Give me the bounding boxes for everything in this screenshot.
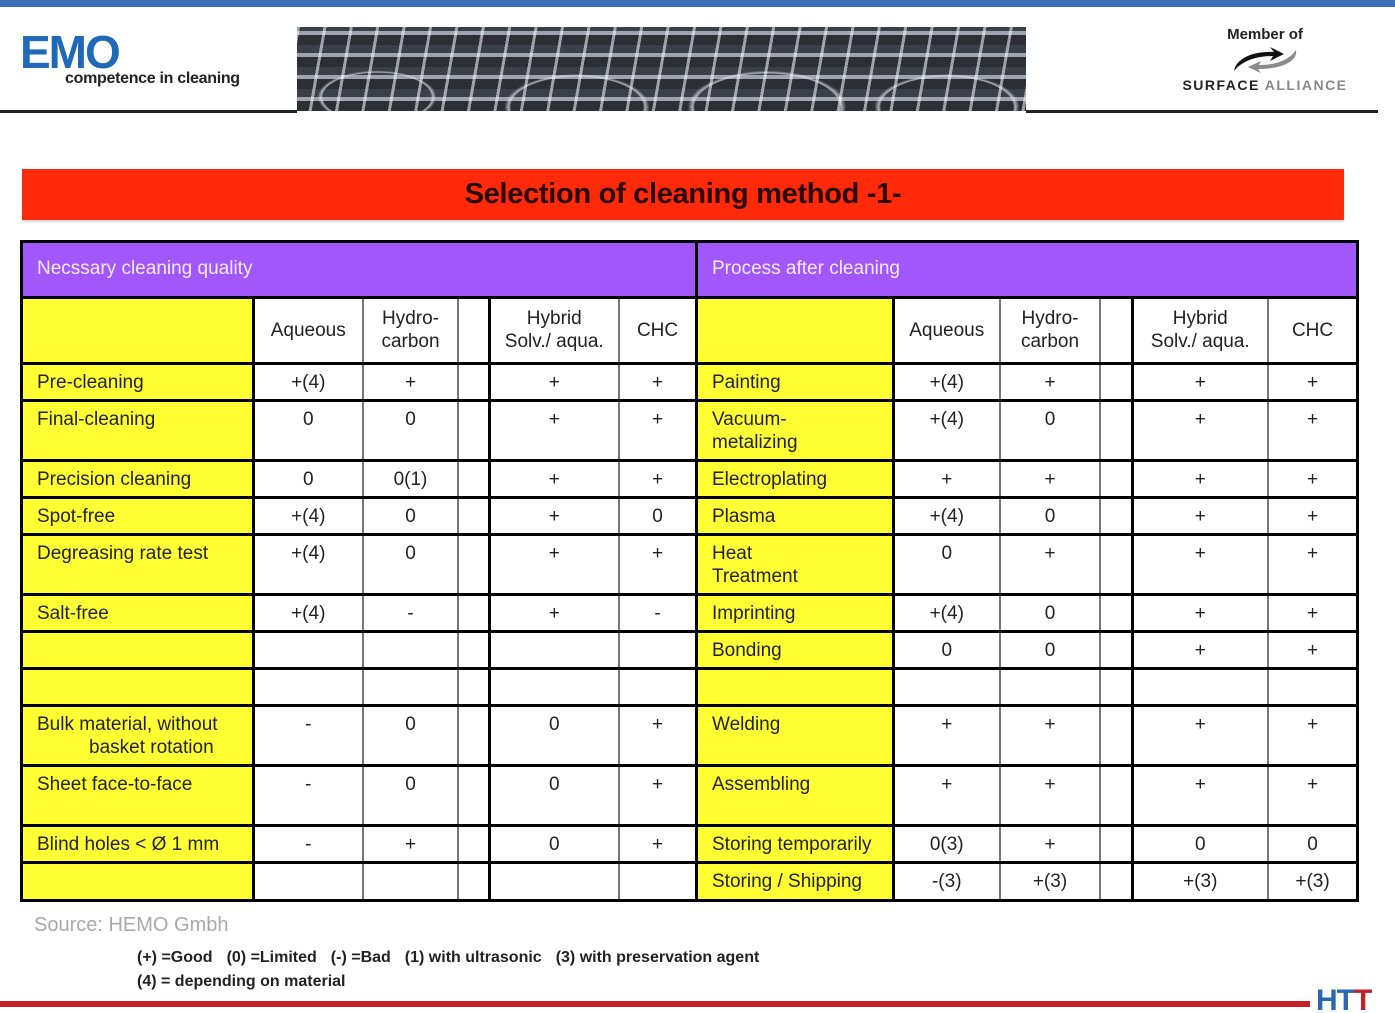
- rating-cell: +(4): [893, 594, 1000, 631]
- row-label-text: Imprinting: [712, 602, 796, 624]
- section-header: Necssary cleaning quality: [23, 243, 695, 297]
- row-label: [23, 534, 253, 594]
- row-label-text: Plasma: [712, 505, 776, 527]
- rating-cell: -: [253, 765, 363, 825]
- rating-cell: 0: [893, 534, 1000, 594]
- rating-cell: +(4): [893, 400, 1000, 460]
- rating-cell: 0: [363, 765, 458, 825]
- table-row: [698, 460, 1356, 497]
- table-row: [698, 534, 1356, 594]
- row-label-text: Bonding: [712, 639, 782, 661]
- logo-tagline: competence in cleaning: [65, 70, 240, 87]
- rating-cell: +: [1132, 705, 1268, 765]
- hemo-logo: [20, 26, 250, 100]
- rating-cell: 0: [363, 534, 458, 594]
- rating-cell: +: [1000, 825, 1100, 862]
- rating-cell: +: [489, 400, 619, 460]
- rating-cell: [893, 668, 1000, 705]
- legend-item: (3) with preservation agent: [555, 949, 760, 966]
- alliance-name: [1170, 77, 1360, 93]
- row-label-text: Bulk material, without: [37, 713, 218, 735]
- comparison-table: [20, 240, 1359, 902]
- rating-cell: [253, 631, 363, 668]
- table-row: [23, 594, 695, 631]
- rating-cell: [1100, 594, 1132, 631]
- rating-cell: [619, 668, 695, 705]
- row-label: [698, 668, 893, 705]
- process-after-grid: [698, 243, 1356, 899]
- rating-cell: [1100, 534, 1132, 594]
- rating-cell: +(4): [253, 363, 363, 400]
- column-header: [458, 297, 489, 363]
- table-row: [23, 534, 695, 594]
- alliance-name-bold: SURFACE: [1182, 77, 1260, 93]
- rating-cell: +: [489, 460, 619, 497]
- rating-cell: [1100, 825, 1132, 862]
- rating-cell: +: [893, 705, 1000, 765]
- rating-cell: +: [1268, 631, 1356, 668]
- row-label: [698, 460, 893, 497]
- row-label: [698, 534, 893, 594]
- rating-cell: 0: [489, 705, 619, 765]
- cleaning-quality-table: [23, 243, 695, 899]
- column-header: Hydro- carbon: [1000, 297, 1100, 363]
- banner-image: [297, 27, 1026, 111]
- legend-line-2: (4) = depending on material: [137, 973, 346, 990]
- rating-cell: 0(3): [893, 825, 1000, 862]
- rating-cell: [489, 668, 619, 705]
- section-header: Process after cleaning: [698, 243, 1356, 297]
- rating-cell: [1100, 631, 1132, 668]
- table-row: [23, 400, 695, 460]
- rating-cell: [1268, 668, 1356, 705]
- rating-cell: 0: [363, 497, 458, 534]
- htt-letter: T: [1354, 984, 1372, 1013]
- legend-item: (1) with ultrasonic: [404, 949, 542, 966]
- table-row: [698, 705, 1356, 765]
- rating-cell: [1100, 765, 1132, 825]
- rating-cell: +: [1132, 765, 1268, 825]
- row-label-header: [23, 297, 253, 363]
- row-label: [23, 631, 253, 668]
- row-label-text: Vacuum-: [712, 408, 787, 430]
- rating-cell: +: [619, 460, 695, 497]
- table-row: [698, 363, 1356, 400]
- rating-cell: +: [1000, 460, 1100, 497]
- row-label: [698, 594, 893, 631]
- rating-cell: [619, 631, 695, 668]
- row-label-text: Precision cleaning: [37, 468, 192, 490]
- rating-cell: 0(1): [363, 460, 458, 497]
- column-header: Hybrid Solv./ aqua.: [489, 297, 619, 363]
- header-divider: [1026, 110, 1378, 113]
- row-label-text: Degreasing rate test: [37, 542, 209, 564]
- logo-wordmark: EMO: [20, 26, 119, 78]
- rating-cell: +: [489, 534, 619, 594]
- rating-cell: 0: [893, 631, 1000, 668]
- rating-cell: +: [1268, 594, 1356, 631]
- row-label-text: Blind holes < Ø 1 mm: [37, 833, 220, 855]
- member-of-label: Member of: [1227, 26, 1303, 43]
- row-label: [23, 862, 253, 899]
- column-header: CHC: [619, 297, 695, 363]
- rating-cell: [458, 460, 489, 497]
- row-label-text: Assembling: [712, 773, 811, 795]
- rating-cell: 0: [253, 400, 363, 460]
- table-row: [23, 363, 695, 400]
- cleaning-quality-grid: [23, 243, 695, 899]
- rating-cell: +: [489, 497, 619, 534]
- rating-cell: [458, 668, 489, 705]
- table-row: [23, 825, 695, 862]
- rating-cell: +: [1268, 705, 1356, 765]
- rating-cell: +(4): [893, 363, 1000, 400]
- legend-item: (0) =Limited: [226, 949, 317, 966]
- table-row: [23, 460, 695, 497]
- rating-cell: [1100, 363, 1132, 400]
- legend-item: (+) =Good: [137, 949, 213, 966]
- table-row: [698, 594, 1356, 631]
- rating-cell: +: [1268, 460, 1356, 497]
- rating-cell: +: [1268, 534, 1356, 594]
- legend-item: (-) =Bad: [330, 949, 391, 966]
- rating-cell: 0: [1000, 400, 1100, 460]
- rating-cell: 0: [1000, 631, 1100, 668]
- row-label-text: basket rotation: [89, 736, 214, 758]
- row-label: [698, 631, 893, 668]
- top-accent-bar: [0, 0, 1395, 7]
- rating-cell: +: [1000, 534, 1100, 594]
- process-after-table: [695, 243, 1356, 899]
- row-label: [23, 363, 253, 400]
- rating-cell: -(3): [893, 862, 1000, 899]
- htt-letter: H: [1316, 984, 1337, 1013]
- rating-cell: +: [1268, 400, 1356, 460]
- rating-cell: [1100, 705, 1132, 765]
- row-label: [698, 862, 893, 899]
- rating-cell: [489, 631, 619, 668]
- table-row: [23, 765, 695, 825]
- row-label: [698, 497, 893, 534]
- row-label-text: Welding: [712, 713, 781, 735]
- row-label-text: Sheet face-to-face: [37, 773, 193, 795]
- row-label-text: Electroplating: [712, 468, 828, 490]
- rating-cell: 0: [489, 825, 619, 862]
- rating-cell: [458, 363, 489, 400]
- rating-cell: +: [1132, 594, 1268, 631]
- rating-cell: 0: [253, 460, 363, 497]
- surface-alliance-logo: [1170, 26, 1360, 106]
- rating-cell: 0: [1132, 825, 1268, 862]
- column-header: Hybrid Solv./ aqua.: [1132, 297, 1268, 363]
- row-label: [698, 825, 893, 862]
- table-row: [698, 765, 1356, 825]
- bottom-accent-bar: [0, 1001, 1310, 1007]
- rating-cell: [363, 862, 458, 899]
- rating-cell: [1132, 668, 1268, 705]
- rating-cell: +: [363, 825, 458, 862]
- table-row: [698, 497, 1356, 534]
- rating-cell: [1100, 400, 1132, 460]
- rating-cell: +(4): [893, 497, 1000, 534]
- rating-cell: +: [1132, 460, 1268, 497]
- rating-cell: +(3): [1295, 870, 1330, 892]
- rating-cell: +: [1132, 400, 1268, 460]
- row-label: [698, 400, 893, 460]
- rating-cell: [458, 825, 489, 862]
- rating-cell: [458, 862, 489, 899]
- rating-cell: [458, 534, 489, 594]
- table-row: [698, 668, 1356, 705]
- rating-cell: +: [893, 765, 1000, 825]
- rating-cell: [458, 400, 489, 460]
- row-label-text: Storing temporarily: [712, 833, 872, 855]
- rating-cell: +(3): [1132, 862, 1268, 899]
- rating-cell: [1100, 497, 1132, 534]
- row-label: [698, 363, 893, 400]
- row-label: [23, 765, 253, 825]
- header-divider: [0, 110, 297, 113]
- rating-cell: [1100, 668, 1132, 705]
- rating-cell: +(4): [253, 497, 363, 534]
- row-label-text: Treatment: [712, 565, 798, 587]
- rating-cell: +: [1000, 765, 1100, 825]
- rating-cell: +: [1000, 705, 1100, 765]
- column-header: CHC: [1268, 297, 1356, 363]
- table-row: [698, 825, 1356, 862]
- rating-cell: 0: [363, 400, 458, 460]
- rating-cell: -: [619, 594, 695, 631]
- rating-cell: +: [893, 460, 1000, 497]
- column-header: Aqueous: [893, 297, 1000, 363]
- rating-cell: [489, 862, 619, 899]
- table-row: [698, 400, 1356, 460]
- table-row: [23, 631, 695, 668]
- rating-cell: +: [619, 363, 695, 400]
- rating-cell: +: [489, 363, 619, 400]
- row-label: [23, 825, 253, 862]
- rating-cell: +: [1000, 363, 1100, 400]
- row-label-header: [698, 297, 893, 363]
- rating-cell: [363, 631, 458, 668]
- column-header: Aqueous: [253, 297, 363, 363]
- source-note: Source: HEMO Gmbh: [34, 914, 229, 936]
- rating-cell: +: [619, 705, 695, 765]
- row-label-text: Pre-cleaning: [37, 371, 144, 393]
- row-label: [698, 765, 893, 825]
- htt-letter: T: [1336, 984, 1354, 1013]
- row-label: [23, 705, 253, 765]
- rating-cell: +: [1268, 765, 1356, 825]
- table-row: [23, 862, 695, 899]
- rating-cell: +: [1132, 497, 1268, 534]
- surface-alliance-swoosh-icon: [1230, 45, 1300, 75]
- page-title: Selection of cleaning method -1-: [464, 178, 902, 210]
- rating-cell: +: [363, 363, 458, 400]
- rating-cell: [1100, 862, 1132, 899]
- table-row: [23, 705, 695, 765]
- row-label-text: Storing / Shipping: [712, 870, 862, 892]
- table-row: [23, 497, 695, 534]
- rating-cell: [1100, 460, 1132, 497]
- legend-line-1: [137, 946, 773, 970]
- rating-cell: [458, 765, 489, 825]
- rating-cell: +: [1132, 363, 1268, 400]
- row-label-text: Salt-free: [37, 602, 109, 624]
- rating-cell: [363, 668, 458, 705]
- rating-cell: 0: [363, 705, 458, 765]
- rating-cell: [1000, 668, 1100, 705]
- row-label: [23, 400, 253, 460]
- alliance-name-light: ALLIANCE: [1264, 77, 1348, 93]
- row-label-text: metalizing: [712, 431, 798, 453]
- row-label: [23, 497, 253, 534]
- rating-cell: 0: [619, 497, 695, 534]
- rating-cell: [458, 631, 489, 668]
- rating-cell: +: [619, 534, 695, 594]
- row-label-text: Painting: [712, 371, 781, 393]
- rating-cell: +: [1132, 631, 1268, 668]
- row-label: [23, 460, 253, 497]
- rating-cell: [253, 862, 363, 899]
- rating-cell: +(3): [1000, 862, 1100, 899]
- table-row: [23, 668, 695, 705]
- rating-cell: +: [619, 400, 695, 460]
- rating-cell: +(4): [253, 534, 363, 594]
- row-label: [23, 668, 253, 705]
- rating-cell: +: [619, 825, 695, 862]
- rating-cell: [458, 497, 489, 534]
- row-label-text: Spot-free: [37, 505, 116, 527]
- rating-cell: +(4): [253, 594, 363, 631]
- rating-cell: 0: [1000, 497, 1100, 534]
- row-label-text: Heat: [712, 542, 753, 564]
- rating-cell: -: [253, 705, 363, 765]
- row-label: [698, 705, 893, 765]
- rating-cell: [619, 862, 695, 899]
- table-row: [698, 631, 1356, 668]
- rating-cell: 0: [1268, 825, 1356, 862]
- rating-cell: +: [1268, 497, 1356, 534]
- title-bar: [22, 169, 1344, 220]
- row-label: [23, 594, 253, 631]
- rating-cell: -: [363, 594, 458, 631]
- htt-logo: [1316, 986, 1371, 1013]
- rating-cell: [458, 594, 489, 631]
- rating-cell: +: [489, 594, 619, 631]
- table-row: [698, 862, 1356, 899]
- rating-cell: -: [253, 825, 363, 862]
- rating-cell: [253, 668, 363, 705]
- rating-cell: 0: [489, 765, 619, 825]
- rating-cell: +: [1132, 534, 1268, 594]
- column-header: Hydro- carbon: [363, 297, 458, 363]
- column-header: [1100, 297, 1132, 363]
- rating-cell: +: [1268, 363, 1356, 400]
- rating-cell: +: [619, 765, 695, 825]
- rating-cell: 0: [1000, 594, 1100, 631]
- rating-cell: [458, 705, 489, 765]
- legend: [137, 946, 773, 994]
- row-label-text: Final-cleaning: [37, 408, 156, 430]
